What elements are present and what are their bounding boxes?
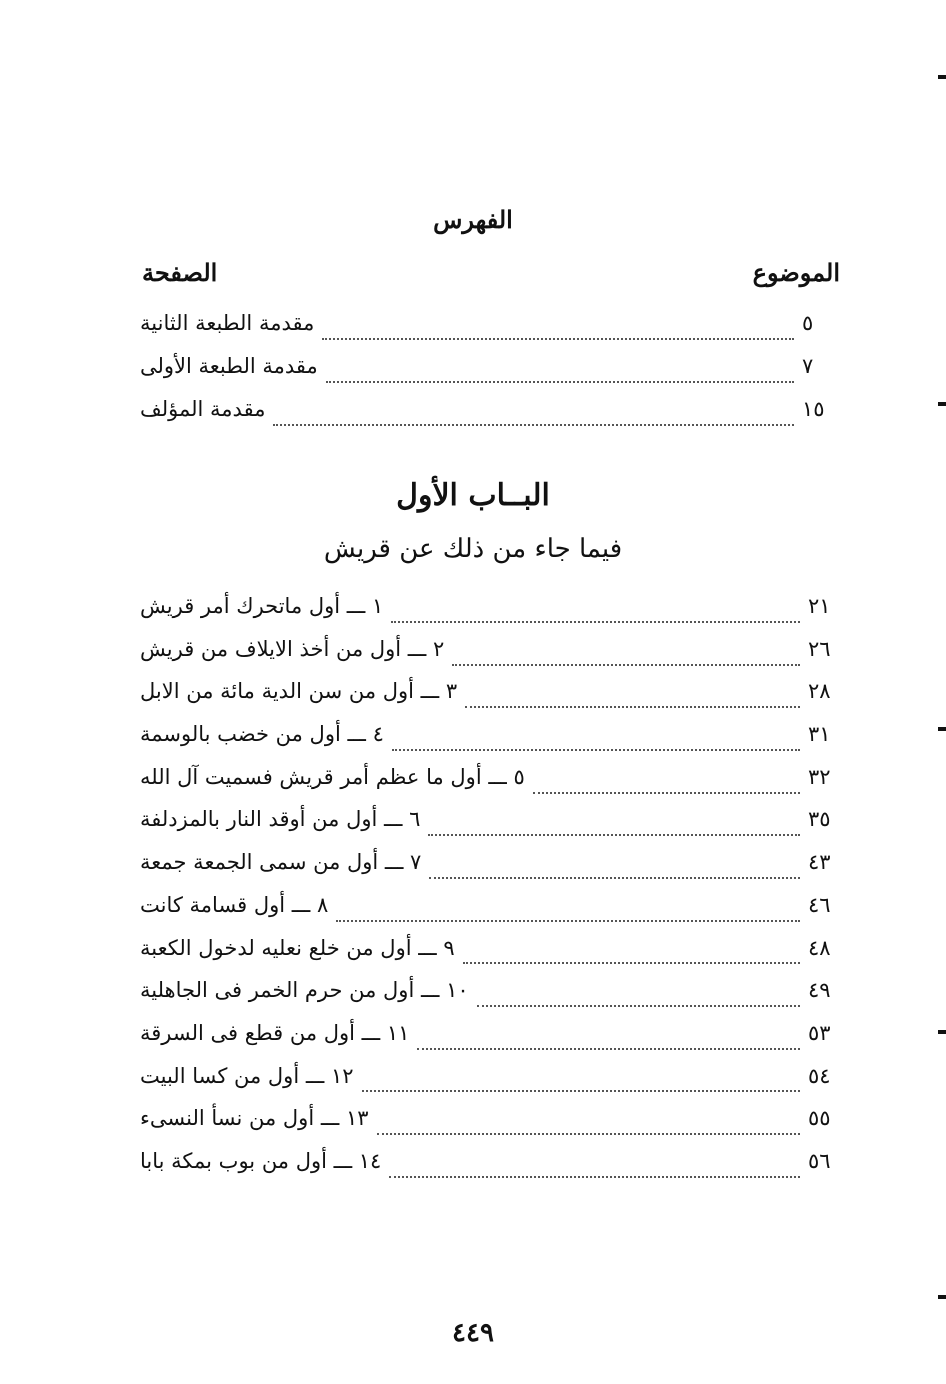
scan-edge-mark bbox=[938, 1030, 946, 1034]
chapter-title: البــاب الأول bbox=[396, 478, 550, 513]
toc-entry-page: ٥٣ bbox=[808, 1020, 831, 1045]
toc-entry bbox=[140, 807, 844, 850]
toc-entry bbox=[140, 354, 844, 397]
dot-leader bbox=[391, 620, 800, 623]
chapter-subtitle: فيما جاء من ذلك عن قريش bbox=[323, 534, 623, 564]
toc-entry bbox=[140, 311, 844, 354]
dot-leader bbox=[362, 1089, 800, 1092]
dot-leader bbox=[336, 919, 800, 922]
toc-entry bbox=[140, 1021, 844, 1064]
intro-entries-list bbox=[140, 311, 844, 440]
toc-entry-page: ٤٦ bbox=[808, 892, 831, 917]
toc-entry-topic: ٢ ـــ أول من أخذ الايلاف من قريش bbox=[140, 636, 445, 661]
toc-entry bbox=[140, 1149, 844, 1192]
toc-entry-topic: مقدمة الطبعة الأولى bbox=[140, 354, 318, 378]
toc-entry bbox=[140, 765, 844, 808]
toc-entry-page: ٤٩ bbox=[808, 978, 831, 1003]
toc-entry-topic: ١٢ ـــ أول من كسا البيت bbox=[140, 1063, 354, 1088]
toc-entry bbox=[140, 850, 844, 893]
toc-entry-page: ٤٣ bbox=[808, 850, 831, 875]
scan-edge-mark bbox=[938, 402, 946, 406]
dot-leader bbox=[322, 337, 794, 340]
toc-entry-page: ٢٨ bbox=[808, 679, 831, 704]
toc-entry bbox=[140, 1106, 844, 1149]
toc-entry bbox=[140, 936, 844, 979]
scan-edge-mark bbox=[938, 727, 946, 731]
dot-leader bbox=[377, 1132, 800, 1135]
dot-leader bbox=[389, 1175, 800, 1178]
toc-entry bbox=[140, 1064, 844, 1107]
toc-entry-topic: ١١ ـــ أول من قطع فى السرقة bbox=[140, 1020, 410, 1045]
toc-entry-topic: ٥ ـــ أول ما عظم أمر قريش فسميت آل الله bbox=[140, 764, 525, 789]
toc-entry bbox=[140, 978, 844, 1021]
toc-entry-page: ٥ bbox=[802, 311, 814, 335]
toc-entry-page: ٣١ bbox=[808, 722, 831, 747]
scan-edge-mark bbox=[938, 75, 946, 79]
toc-entry-page: ٣٥ bbox=[808, 807, 831, 832]
toc-entry-page: ٧ bbox=[802, 354, 814, 378]
dot-leader bbox=[429, 876, 800, 879]
index-title: الفهرس bbox=[433, 205, 513, 234]
toc-entry-topic: ٤ ـــ أول من خضب بالوسمة bbox=[140, 722, 384, 747]
dot-leader bbox=[465, 705, 800, 708]
toc-entry bbox=[140, 722, 844, 765]
page-column-header: الصفحة bbox=[142, 258, 218, 287]
toc-entry-topic: مقدمة الطبعة الثانية bbox=[140, 311, 315, 335]
chapter-entries-list bbox=[140, 594, 844, 1192]
toc-entry bbox=[140, 594, 844, 637]
toc-entry-page: ٥٥ bbox=[808, 1106, 831, 1131]
toc-entry-topic: ١٠ ـــ أول من حرم الخمر فى الجاهلية bbox=[140, 978, 469, 1003]
dot-leader bbox=[326, 380, 794, 383]
topic-column-header: الموضوع bbox=[752, 258, 840, 287]
toc-entry-page: ١٥ bbox=[802, 397, 825, 421]
dot-leader bbox=[463, 961, 800, 964]
toc-entry-topic: ٣ ـــ أول من سن الدية مائة من الابل bbox=[140, 679, 458, 704]
toc-entry-page: ٢٦ bbox=[808, 636, 831, 661]
toc-entry bbox=[140, 893, 844, 936]
scan-edge-mark bbox=[938, 1295, 946, 1299]
toc-entry bbox=[140, 397, 844, 440]
toc-entry-page: ٤٨ bbox=[808, 935, 831, 960]
toc-entry-page: ٢١ bbox=[808, 594, 831, 618]
toc-entry-topic: ١٤ ـــ أول من بوب بمكة بابا bbox=[140, 1148, 382, 1173]
dot-leader bbox=[428, 833, 800, 836]
dot-leader bbox=[477, 1004, 800, 1007]
dot-leader bbox=[417, 1047, 800, 1050]
dot-leader bbox=[392, 748, 800, 751]
toc-entry-topic: ٨ ـــ أول قسامة كانت bbox=[140, 892, 329, 917]
toc-entry-page: ٥٦ bbox=[808, 1148, 831, 1173]
toc-entry bbox=[140, 679, 844, 722]
toc-entry-topic: مقدمة المؤلف bbox=[140, 397, 266, 421]
toc-entry-topic: ٩ ـــ أول من خلع نعليه لدخول الكعبة bbox=[140, 935, 455, 960]
toc-entry-topic: ٦ ـــ أول من أوقد النار بالمزدلفة bbox=[140, 807, 421, 832]
toc-entry bbox=[140, 637, 844, 680]
toc-entry-topic: ٧ ـــ أول من سمى الجمعة جمعة bbox=[140, 850, 422, 875]
toc-entry-page: ٣٢ bbox=[808, 764, 831, 789]
toc-entry-page: ٥٤ bbox=[808, 1063, 831, 1088]
dot-leader bbox=[452, 663, 800, 666]
dot-leader bbox=[533, 791, 800, 794]
toc-entry-topic: ١ ـــ أول ماتحرك أمر قريش bbox=[140, 594, 384, 618]
toc-entry-topic: ١٣ ـــ أول من نسأ النسىء bbox=[140, 1106, 369, 1131]
page-number: ٤٤٩ bbox=[452, 1318, 494, 1348]
dot-leader bbox=[273, 423, 794, 426]
